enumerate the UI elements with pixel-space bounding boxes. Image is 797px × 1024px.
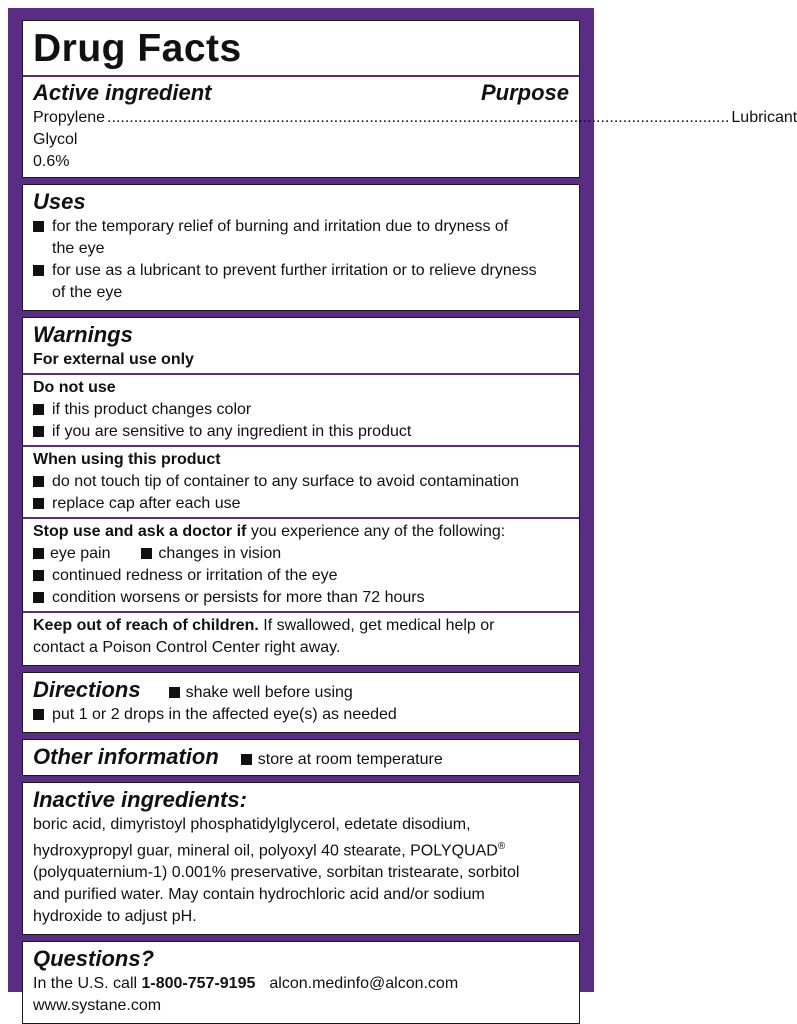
bullet-icon (141, 548, 152, 559)
warnings-panel (22, 317, 580, 666)
ingredient-purpose: Lubricant (731, 109, 797, 126)
bullet-icon (33, 265, 44, 276)
list-item: eye pain changes in vision (33, 543, 569, 565)
active-ingredient-heading: Active ingredient (33, 80, 212, 105)
bullet-icon (33, 404, 44, 415)
inactive-ingredients-text: boric acid, dimyristoyl phosphatidylglycerol, edetate disodium, hydroxypropyl guar, mineral oil, polyoxyl 40 stearate, POLYQUAD® (polyquaternium-1) 0.001% preservative, sorbitan tristearate, sorbitol and purified water. May contain hydrochloric acid and/or sodium hydroxide to adjust pH. (33, 816, 520, 926)
email-address: alcon.medinfo@alcon.com (269, 975, 459, 993)
directions-panel (22, 672, 580, 733)
inactive-heading: Inactive ingredients: (33, 787, 247, 812)
list-item: replace cap after each use (33, 493, 569, 515)
do-not-use-heading: Do not use (33, 379, 116, 396)
page-title: Drug Facts (33, 27, 242, 70)
list-item: store at room temperature (241, 749, 443, 771)
bullet-icon (241, 754, 252, 765)
keep-out-text: Keep out of reach of children. If swallowed, get medical help or contact a Poison Control Center right away. (33, 617, 495, 656)
bullet-icon (33, 426, 44, 437)
directions-heading: Directions (33, 677, 141, 702)
list-item: do not touch tip of container to any surface to avoid contamination (33, 471, 569, 493)
purpose-heading: Purpose (480, 80, 569, 105)
questions-heading: Questions? (33, 946, 155, 972)
list-item: if you are sensitive to any ingredient in this product (33, 421, 569, 443)
active-ingredient-panel (22, 20, 797, 178)
list-item: put 1 or 2 drops in the affected eye(s) as needed (33, 704, 569, 726)
bullet-icon (33, 709, 44, 720)
questions-panel (22, 941, 580, 1024)
phone-number: 1-800-757-9195 (141, 975, 256, 993)
bullet-icon (33, 476, 44, 487)
list-item: shake well before using (169, 682, 353, 704)
inactive-ingredients-panel (22, 782, 580, 935)
other-info-heading: Other information (33, 744, 219, 769)
drug-facts-frame (8, 8, 797, 1015)
website-link: www.systane.com (33, 997, 162, 1015)
bullet-icon (33, 570, 44, 581)
list-item: if this product changes color (33, 399, 569, 421)
when-using-heading: When using this product (33, 451, 221, 468)
bullet-icon (169, 687, 180, 698)
list-item: condition worsens or persists for more than 72 hours (33, 587, 569, 609)
uses-panel (22, 184, 580, 311)
leader-dots: ............................................................................................................................................ (107, 109, 730, 126)
stop-use-text: Stop use and ask a doctor if you experience any of the following: (33, 523, 506, 540)
bullet-icon (33, 548, 44, 559)
list-item: for use as a lubricant to prevent further irritation or to relieve dryness of the eye (33, 260, 569, 304)
uses-heading: Uses (33, 189, 86, 214)
bullet-icon (33, 221, 44, 232)
external-use-text: For external use only (33, 351, 194, 368)
warnings-heading: Warnings (33, 322, 133, 347)
other-info-panel (22, 739, 580, 776)
list-item: continued redness or irritation of the eye (33, 565, 569, 587)
bullet-icon (33, 592, 44, 603)
ingredient-name: Propylene Glycol 0.6% (33, 109, 106, 170)
contact-line: In the U.S. call 1-800-757-9195 alcon.medinfo@alcon.com (33, 975, 459, 993)
bullet-icon (33, 498, 44, 509)
list-item: for the temporary relief of burning and irritation due to dryness of the eye (33, 216, 569, 260)
